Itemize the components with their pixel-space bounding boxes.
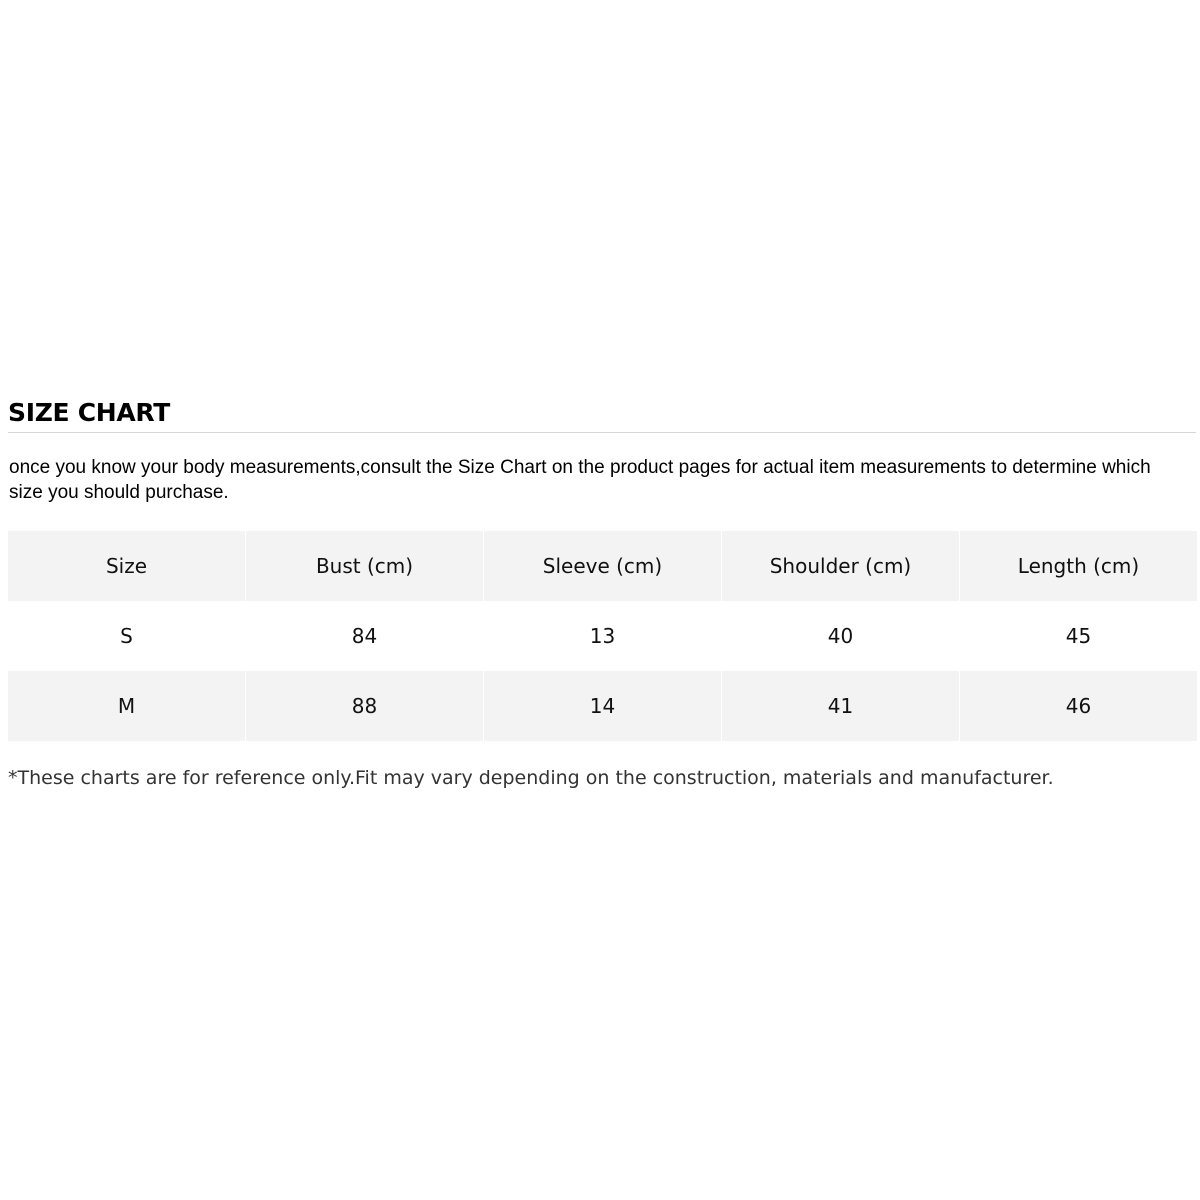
row-s-shoulder: 40	[722, 601, 959, 671]
header-cell-bust: Bust (cm)	[246, 531, 483, 601]
row-m-length: 46	[960, 671, 1197, 741]
row-m-size: M	[8, 671, 245, 741]
size-chart-section	[8, 396, 1196, 791]
header-cell-length: Length (cm)	[960, 531, 1197, 601]
row-m-shoulder: 41	[722, 671, 959, 741]
row-s-sleeve: 13	[484, 601, 721, 671]
row-s-size: S	[8, 601, 245, 671]
row-m-bust: 88	[246, 671, 483, 741]
row-m-sleeve: 14	[484, 671, 721, 741]
reference-note: *These charts are for reference only.Fit may vary depending on the construction, materials and manufacturer.	[8, 767, 1054, 789]
row-s-bust: 84	[246, 601, 483, 671]
header-cell-sleeve: Sleeve (cm)	[484, 531, 721, 601]
title-divider	[8, 432, 1196, 433]
header-cell-shoulder: Shoulder (cm)	[722, 531, 959, 601]
header-cell-size: Size	[8, 531, 245, 601]
size-chart-title: SIZE CHART	[8, 398, 171, 427]
size-table	[8, 531, 1195, 741]
intro-text: once you know your body measurements,consult the Size Chart on the product pages for actual item measurements to determine which size you should purchase.	[9, 457, 1151, 503]
row-s-length: 45	[960, 601, 1197, 671]
